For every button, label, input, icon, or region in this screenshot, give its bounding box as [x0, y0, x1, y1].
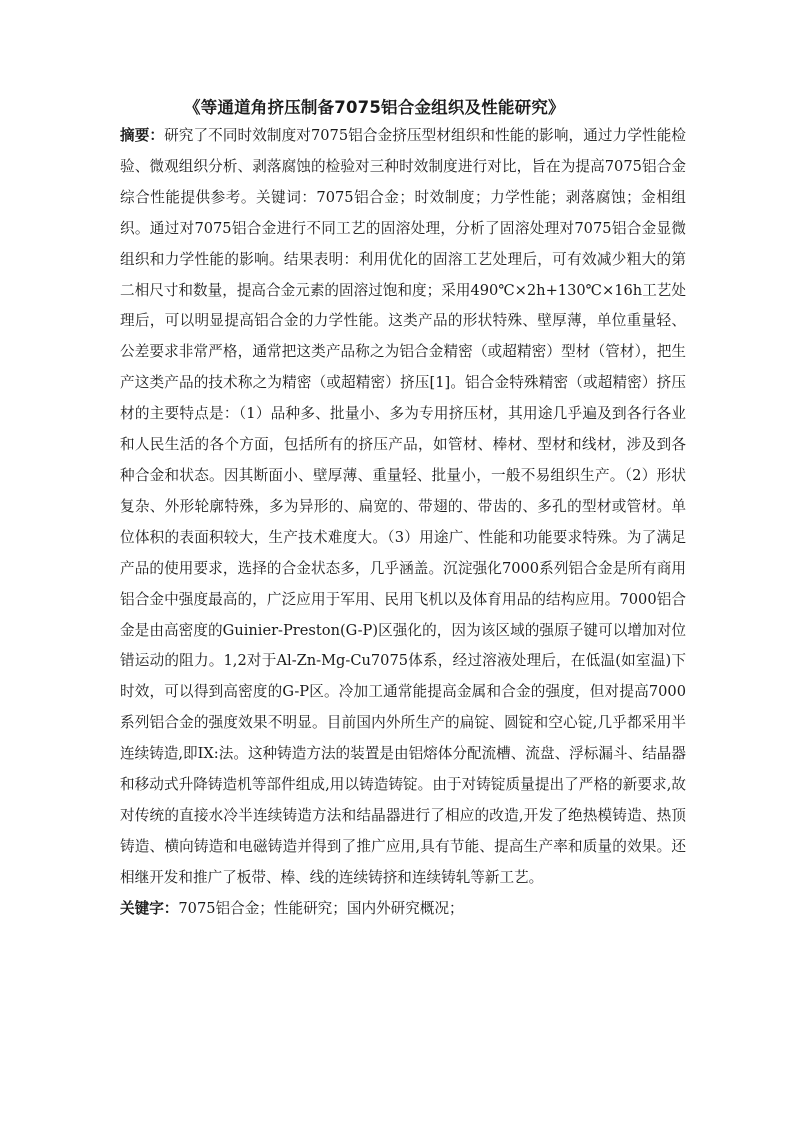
document-page [120, 94, 686, 925]
abstract-text: 研究了不同时效制度对7075铝合金挤压型材组织和性能的影响，通过力学性能检验、微观组织分析、剥落腐蚀的检验对三种时效制度进行对比，旨在为提高7075铝合金综合性能提供参考。关键词：7075铝合金；时效制度；力学性能；剥落腐蚀；金相组织。通过对7075铝合金进行不同工艺的固溶处理，分析了固溶处理对7075铝合金显微组织和力学性能的影响。结果表明：利用优化的固溶工艺处理后，可有效减少粗大的第二相尺寸和数量，提高合金元素的固溶过饱和度；采用490℃×2h+130℃×16h工艺处理后，可以明显提高铝合金的力学性能。这类产品的形状特殊、壁厚薄，单位重量轻、公差要求非常严格，通常把这类产品称之为铝合金精密（或超精密）型材（管材），把生产这类产品的技术称之为精密（或超精密）挤压[1]。铝合金特殊精密（或超精密）挤压材的主要特点是：（1）品种多、批量小、多为专用挤压材，其用途几乎遍及到各行各业和人民生活的各个方面，包括所有的挤压产品，如管材、棒材、型材和线材，涉及到各种合金和状态。因其断面小、壁厚薄、重量轻、批量小，一般不易组织生产。（2）形状复杂、外形轮廓特殊，多为异形的、扁宽的、带翅的、带齿的、多孔的型材或管材。单位体积的表面积较大，生产技术难度大。（3）用途广、性能和功能要求特殊。为了满足产品的使用要求，选择的合金状态多，几乎涵盖。沉淀强化7000系列铝合金是所有商用铝合金中强度最高的，广泛应用于军用、民用飞机以及体育用品的结构应用。7000铝合金是由高密度的Guinier-Preston(G-P)区强化的，因为该区域的强原子键可以增加对位错运动的阻力。1,2对于Al-Zn-Mg-Cu7075体系，经过溶液处理后，在低温(如室温)下时效，可以得到高密度的G-P区。冷加工通常能提高金属和合金的强度，但对提高7000系列铝合金的强度效果不明显。目前国内外所生产的扁锭、圆锭和空心锭,几乎都采用半连续铸造,即IX:法。这种铸造方法的装置是由铝熔体分配流槽、流盘、浮标漏斗、结晶器和移动式升降铸造机等部件组成,用以铸造铸锭。由于对铸锭质量提出了严格的新要求,故对传统的直接水冷半连续铸造方法和结晶器进行了相应的改造,开发了绝热模铸造、热顶铸造、横向铸造和电磁铸造并得到了推广应用,具有节能、提高生产率和质量的效果。还相继开发和推广了板带、棒、线的连续铸挤和连续铸轧等新工艺。 [120, 127, 686, 886]
abstract-label: 摘要： [120, 127, 165, 144]
keywords-label: 关键字： [120, 899, 179, 917]
keywords-line [120, 894, 686, 925]
document-title: 《等通道角挤压制备7075铝合金组织及性能研究》 [184, 98, 565, 117]
abstract-paragraph [120, 121, 686, 894]
keywords-text: 7075铝合金；性能研究；国内外研究概况； [178, 899, 464, 917]
